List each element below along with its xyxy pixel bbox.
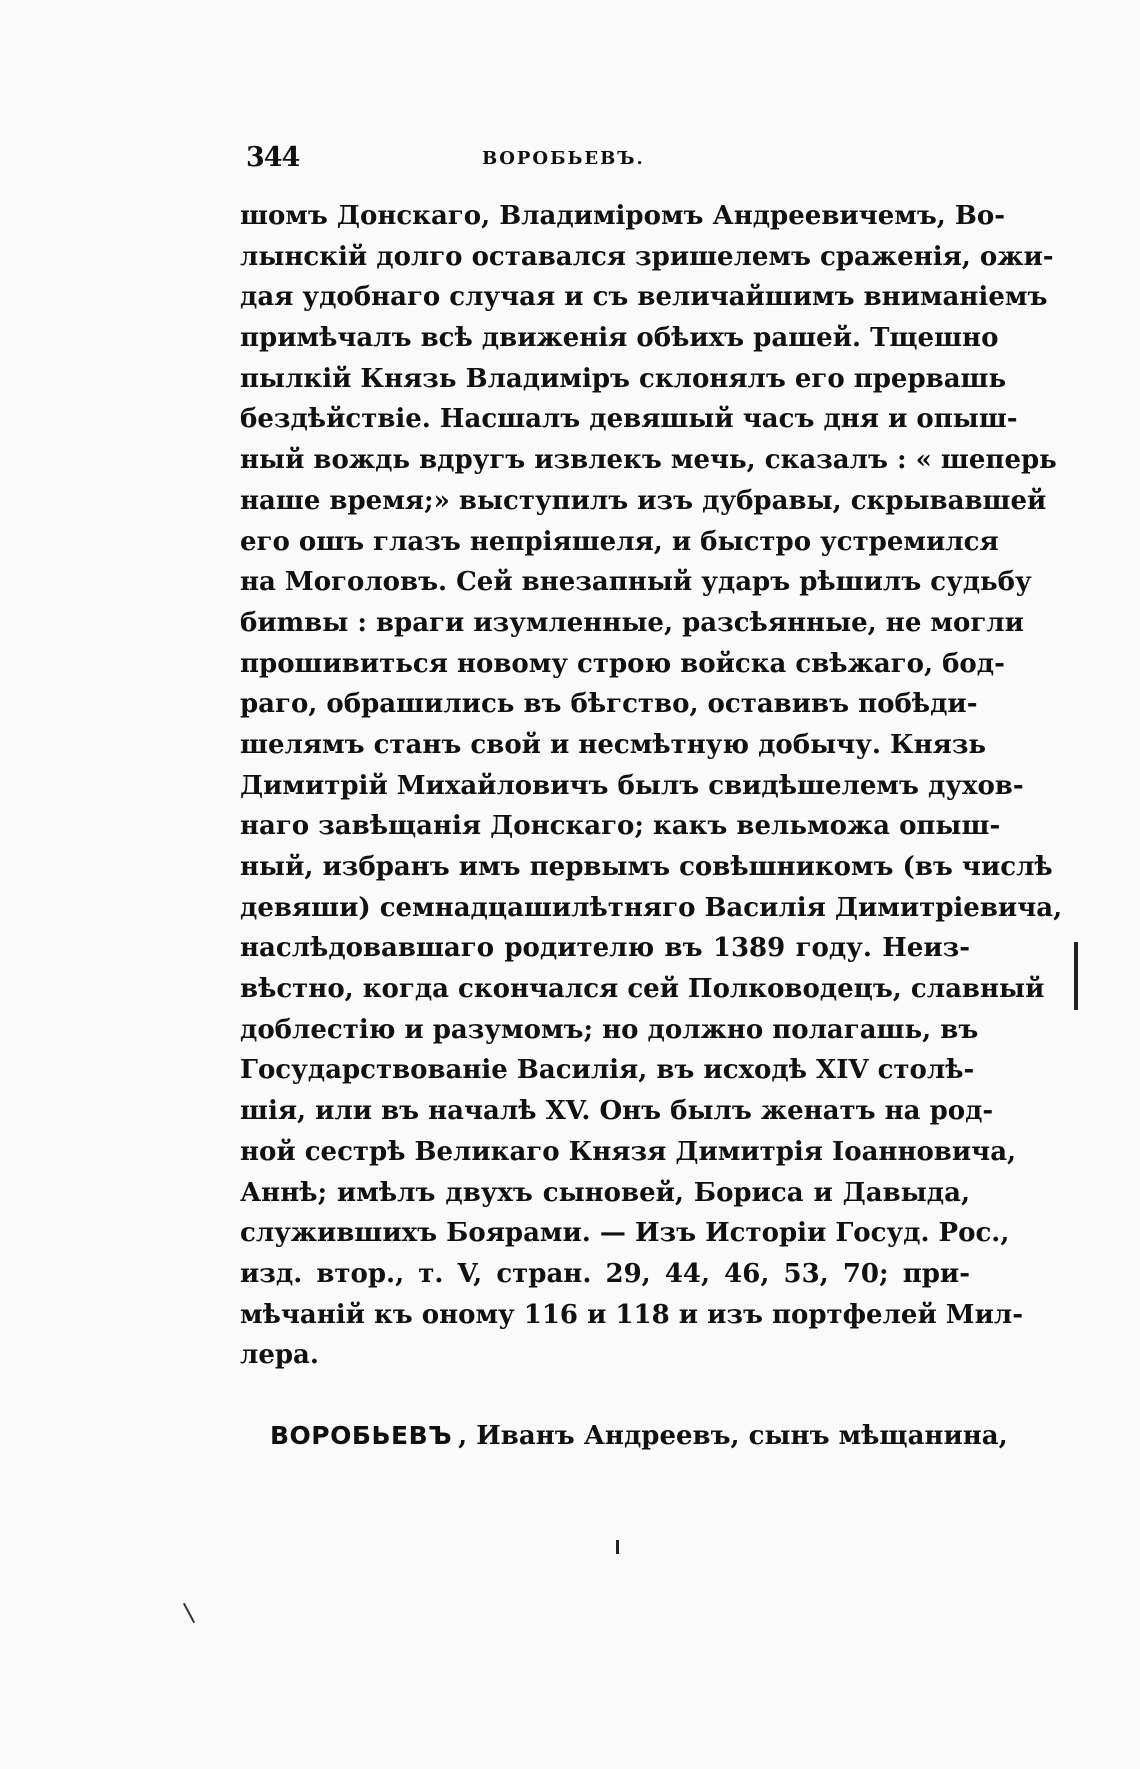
margin-mark [1074, 942, 1078, 1010]
text-line: девяши) семнадцашилѣтняго Василія Димитріевича, [240, 892, 1063, 923]
text-line: Димитрій Михайловичъ былъ свидѣшелемъ духов- [240, 770, 1024, 801]
text-line: пылкій Князь Владиміръ склонялъ его прервашь [240, 363, 1007, 394]
text-line: ный, избранъ имъ первымъ совѣшникомъ (въ числѣ [240, 852, 1053, 882]
text-line: наслѣдовавшаго родителю въ 1389 году. Неиз- [240, 933, 970, 964]
text-line: Аннѣ; имѣлъ двухъ сыновей, Бориса и Давыда, [240, 1177, 970, 1208]
text-line: вѣстно, когда скончался сей Полководецъ, славный [240, 974, 1045, 1005]
ink-speck [183, 1603, 195, 1623]
text-line: наше время;» выступилъ изъ дубравы, скрывавшей [240, 485, 1047, 516]
entry-text: , Иванъ Андреевъ, сынъ мѣщанина, [458, 1421, 1008, 1451]
text-line: биmвы : враги изумленные, разсѣянные, не могли [240, 607, 1024, 638]
text-line: ный вождь вдругъ извлекъ мечь, сказалъ : « шеперь [240, 445, 1057, 476]
text-line: раго, обрашились въ бѣгство, оставивъ побѣди- [240, 689, 978, 720]
text-line: шомъ Донскаго, Владиміромъ Андреевичемъ, Во- [240, 201, 1005, 231]
text-line: мѣчаній къ оному 116 и 118 и изъ портфелей Мил- [240, 1299, 1023, 1330]
text-line: лера. [240, 1340, 319, 1371]
text-line: ной сестрѣ Великаго Князя Димитрія Іоанновича, [240, 1136, 1017, 1167]
body-text [240, 196, 1063, 1376]
text-line: его ошъ глазъ непріяшеля, и быстро устремился [240, 526, 999, 557]
text-line: прошивиться новому строю войска свѣжаго, бод- [240, 648, 1005, 679]
entry-headword: ВОРОБЬЕВЪ [270, 1421, 453, 1450]
text-line: наго завѣщанія Донскаго; какъ вельможа опыш- [240, 811, 1001, 842]
text-line: шелямъ станъ свой и несмѣтную добычу. Князь [240, 729, 987, 760]
text-line: Государствованіе Василія, въ исходѣ XIV столѣ- [240, 1055, 975, 1086]
text-line: лынскій долго оставался зришелемъ сраженія, ожи- [240, 241, 1054, 272]
running-head: ВОРОБЬЕВЪ. [482, 148, 645, 169]
text-line: изд. втор., т. V, стран. 29, 44, 46, 53, 70; при- [240, 1258, 970, 1289]
text-line: бездѣйствіе. Насшалъ девяшый часъ дня и опыш- [240, 404, 1018, 435]
text-line: примѣчалъ всѣ движенія обѣихъ рашей. Тщешно [240, 323, 999, 354]
next-entry [270, 1416, 1008, 1456]
page-header [246, 142, 976, 182]
text-line: шія, или въ началѣ XV. Онъ былъ женатъ на род- [240, 1096, 994, 1127]
text-line: на Моголовъ. Сей внезапный ударъ рѣшилъ судьбу [240, 567, 1032, 598]
text-line: дая удобнаго случая и съ величайшимъ вниманіемъ [240, 282, 1048, 313]
page-number: 344 [246, 142, 300, 173]
ink-speck [616, 1540, 619, 1554]
text-line: доблестію и разумомъ; но должно полагашь, въ [240, 1014, 979, 1045]
text-line: служившихъ Боярами. — Изъ Исторіи Госуд. Рос., [240, 1218, 1010, 1249]
